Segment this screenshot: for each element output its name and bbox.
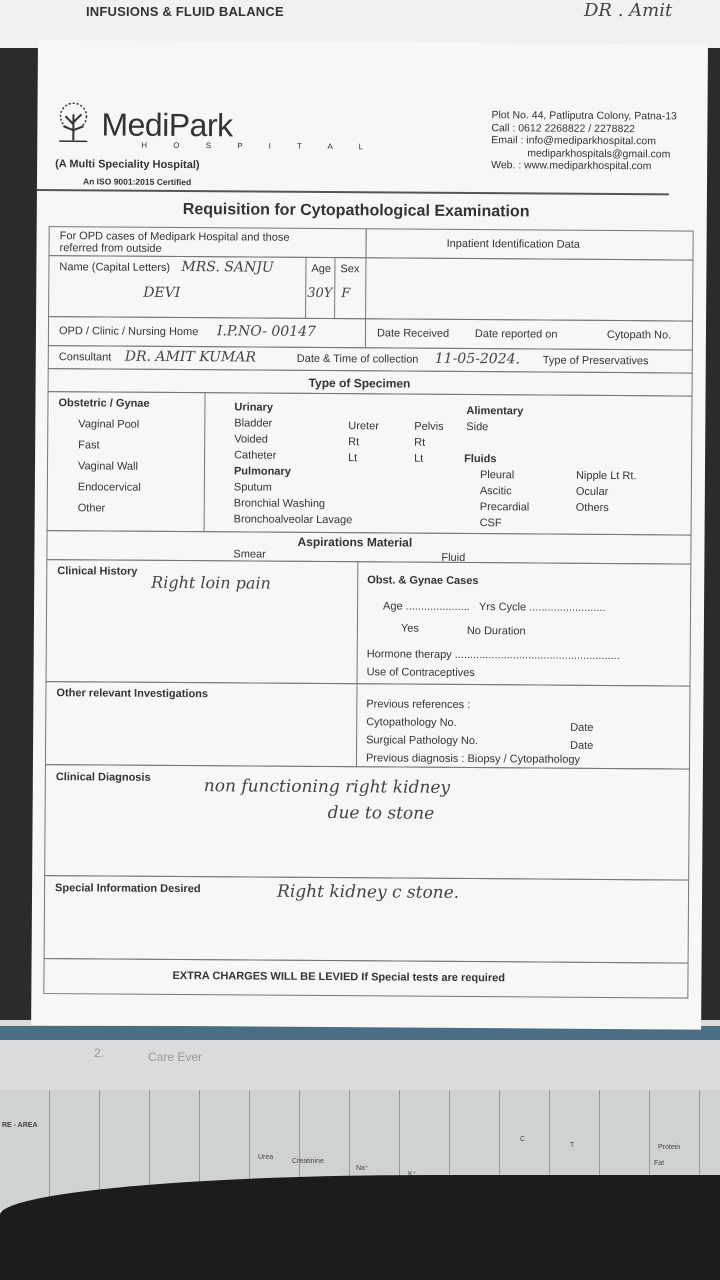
prev-diagnosis: Previous diagnosis : Biopsy / Cytopathology	[365, 752, 581, 766]
sheet-header: INFUSIONS & FLUID BALANCE	[86, 4, 284, 19]
consultant-name: DR. AMIT KUMAR	[124, 348, 257, 366]
clinical-history-block	[46, 559, 692, 686]
grid-col-1: Creatinine	[292, 1158, 324, 1165]
opd-label: OPD / Clinic / Nursing Home	[58, 325, 199, 339]
inpatient-cell	[365, 228, 693, 260]
hospital-subtitle: H O S P I T A L	[141, 140, 376, 152]
requisition-form	[31, 40, 708, 1030]
sex-label: Sex	[340, 263, 360, 276]
collection-label: Date & Time of collection	[296, 352, 419, 366]
iso-certification: An ISO 9001:2015 Certified	[82, 176, 192, 188]
obst-cycle: Yrs Cycle .........................	[479, 601, 606, 614]
age-value: 30Y	[307, 285, 333, 302]
clinical-history-value: Right loin pain	[151, 572, 271, 593]
row-number: 2.	[94, 1046, 105, 1060]
clinical-diagnosis-label: Clinical Diagnosis	[55, 771, 151, 784]
hormone-therapy: Hormone therapy ......................................................	[366, 648, 620, 663]
opd-cases-label-2: referred from outside	[59, 242, 162, 255]
collection-date: 11-05-2024.	[434, 350, 521, 368]
opd-cases-label: For OPD cases of Medipark Hospital and those	[59, 230, 290, 244]
pelvis-label: Pelvis	[414, 420, 444, 433]
obstetric-title: Obstetric / Gynae	[58, 397, 150, 410]
surg-no: Surgical Pathology No.	[366, 734, 479, 748]
dark-surface	[0, 1175, 720, 1280]
special-info-value: Right kidney c stone.	[276, 881, 460, 903]
header-divider	[37, 189, 669, 195]
pelvis-rt: Rt	[414, 436, 426, 449]
address-line: Email : info@mediparkhospital.com	[491, 134, 657, 148]
clinical-diagnosis-block	[44, 764, 690, 881]
specimen-option: Precardial	[479, 501, 530, 514]
cyto-no: Cytopathology No.	[366, 716, 457, 729]
grid-right-1: Fat	[654, 1160, 665, 1167]
obst-cases-label: Obst. & Gynae Cases	[367, 574, 479, 588]
extra-charges-row	[43, 958, 688, 999]
grid-col-2: Na⁺	[356, 1165, 369, 1172]
hospital-name: MediPark	[101, 106, 233, 144]
aspirations-title: Aspirations Material	[297, 534, 413, 550]
name-label: Name (Capital Letters)	[59, 261, 171, 274]
specimen-option: Bronchoalveolar Lavage	[233, 513, 353, 527]
opd-cases-cell	[48, 226, 366, 258]
specimen-option: CSF	[479, 517, 502, 530]
hospital-address	[491, 109, 677, 173]
specimen-option: Vaginal Pool	[78, 418, 140, 431]
specimen-option: Catheter	[234, 449, 277, 462]
prev-refs: Previous references :	[366, 698, 471, 712]
specimen-option: Ascitic	[479, 485, 512, 498]
patient-name: MRS. SANJU	[181, 259, 274, 276]
specimen-option: Sputum	[233, 481, 272, 494]
urinary-title: Urinary	[234, 401, 274, 414]
area-label: RE - AREA	[2, 1122, 38, 1129]
date-received-label: Date Received	[376, 327, 450, 340]
clinical-diagnosis-value: non functioning right kidney	[203, 776, 451, 798]
date-reported-label: Date reported on	[474, 328, 558, 341]
opd-divider	[365, 318, 366, 348]
specimen-option: Endocervical	[77, 481, 141, 494]
consultant-label: Consultant	[58, 351, 112, 364]
address-line: Web. : www.mediparkhospital.com	[491, 159, 652, 173]
specimen-option: Fast	[78, 439, 100, 452]
address-line: Call : 0612 2268822 / 2278822	[491, 121, 636, 135]
obst-no-duration: No Duration	[466, 625, 526, 638]
tree-logo-icon	[53, 100, 93, 144]
care-ever-text: Care Ever	[148, 1050, 203, 1064]
inpatient-label: Inpatient Identification Data	[446, 237, 580, 251]
history-divider	[357, 561, 359, 684]
pulmonary-title: Pulmonary	[233, 465, 291, 478]
surg-date: Date	[570, 739, 594, 752]
grid-col-8: C	[520, 1136, 526, 1143]
contraceptives: Use of Contraceptives	[366, 666, 475, 680]
form-title: Requisition for Cytopathological Examination	[182, 201, 530, 221]
name-row	[48, 255, 693, 322]
obst-age: Age .....................	[383, 600, 470, 614]
clinical-history-label: Clinical History	[57, 565, 138, 578]
sex-value: F	[341, 286, 351, 302]
grid-col-0: Urea	[258, 1154, 274, 1161]
fluids-title: Fluids	[464, 452, 497, 466]
cytopath-no-label: Cytopath No.	[606, 328, 672, 342]
specimen-option: Bronchial Washing	[233, 497, 326, 511]
patient-name-2: DEVI	[143, 284, 181, 301]
hospital-tagline: (A Multi Speciality Hospital)	[55, 158, 200, 172]
handwritten-dr-note: DR . Amit	[584, 0, 673, 21]
pelvis-lt: Lt	[414, 452, 424, 465]
specimen-option: Others	[575, 501, 609, 514]
extra-charges-note: EXTRA CHARGES WILL BE LEVIED If Special tests are required	[172, 969, 506, 985]
specimen-option: Bladder	[234, 417, 273, 430]
specimen-option: Pleural	[479, 469, 515, 482]
obst-yes: Yes	[400, 622, 419, 635]
smear-label: Smear	[233, 548, 266, 561]
special-info-label: Special Information Desired	[55, 882, 201, 896]
grid-right-0: Protein	[658, 1144, 681, 1151]
clinical-diagnosis-value-2: due to stone	[327, 803, 435, 824]
address-line: mediparkhospitals@gmail.com	[527, 146, 671, 160]
specimen-header: Type of Specimen	[308, 375, 411, 391]
specimen-body	[47, 391, 693, 535]
specimen-option: Nipple Lt Rt.	[575, 469, 637, 483]
ureter-label: Ureter	[348, 420, 379, 433]
specimen-divider	[204, 392, 206, 532]
address-line: Plot No. 44, Patliputra Colony, Patna-13	[491, 109, 677, 123]
investigations-divider	[356, 683, 358, 767]
specimen-option: Voided	[234, 433, 268, 446]
special-info-block	[44, 875, 690, 964]
ip-number: I.P.NO- 00147	[216, 323, 317, 340]
cyto-date: Date	[570, 721, 594, 734]
fluid-label: Fluid	[441, 551, 466, 564]
alimentary-side: Side	[466, 420, 489, 434]
investigations-block	[45, 681, 691, 770]
age-label: Age	[311, 262, 332, 276]
alimentary-title: Alimentary	[466, 405, 524, 418]
specimen-option: Vaginal Wall	[77, 460, 138, 473]
ureter-rt: Rt	[348, 436, 360, 449]
specimen-option: Ocular	[575, 485, 609, 498]
ureter-lt: Lt	[348, 452, 358, 465]
specimen-option: Other	[77, 502, 106, 515]
other-investigations-label: Other relevant Investigations	[56, 687, 209, 701]
preservatives-label: Type of Preservatives	[542, 354, 649, 368]
grid-col-9: T	[570, 1142, 575, 1149]
